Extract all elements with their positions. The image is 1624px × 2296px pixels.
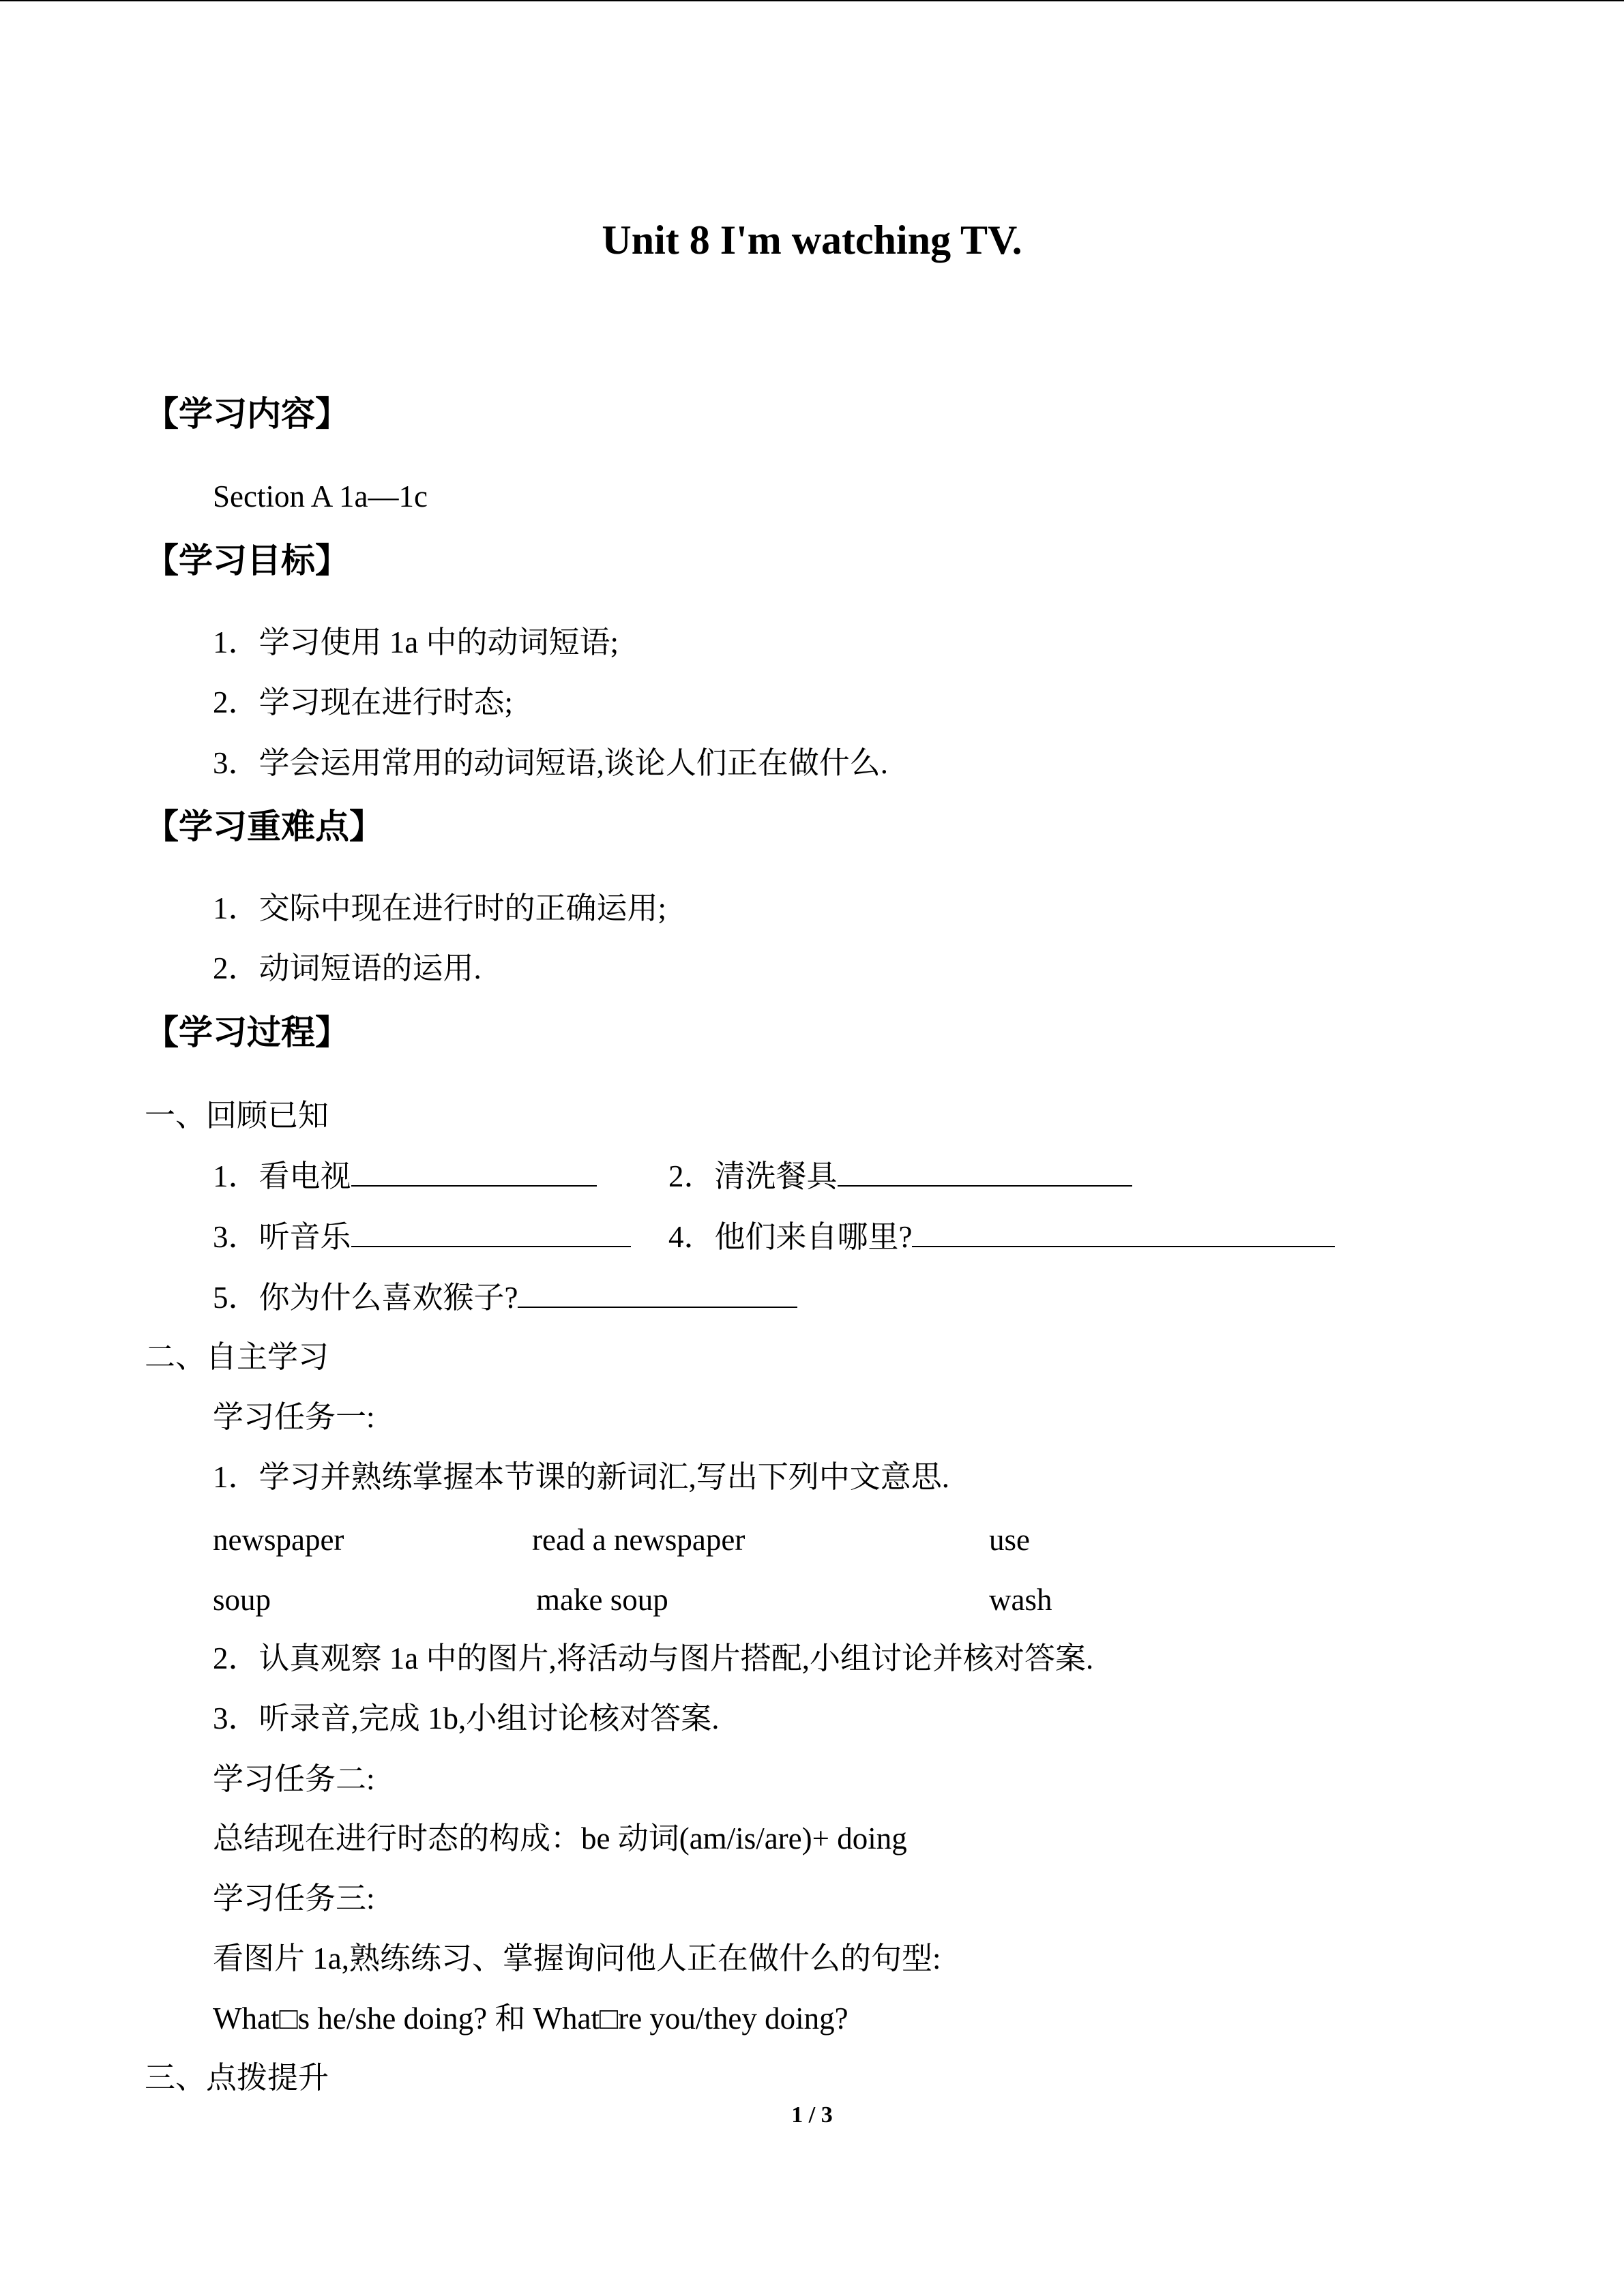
goal-item-1: 1．学习使用 1a 中的动词短语;	[213, 625, 619, 659]
review-q4	[668, 1216, 1335, 1257]
review-q5-blank[interactable]	[518, 1277, 797, 1308]
vocab-word: newspaper	[213, 1523, 344, 1557]
review-q3-text: 3．听音乐	[213, 1220, 351, 1254]
vocab-word: read a newspaper	[532, 1523, 745, 1557]
review-q1-text: 1．看电视	[213, 1159, 351, 1193]
review-q2-blank[interactable]	[838, 1155, 1132, 1187]
task3-pattern: What□s he/she doing? 和 What□re you/they doing?	[213, 2001, 848, 2036]
key-point-2: 2．动词短语的运用.	[213, 951, 482, 985]
review-q2-text: 2．清洗餐具	[668, 1159, 838, 1193]
review-q4-blank[interactable]	[912, 1216, 1335, 1247]
content-text: Section A 1a—1c	[213, 479, 428, 513]
review-q3-blank[interactable]	[351, 1216, 631, 1247]
vocab-word: wash	[989, 1583, 1052, 1617]
heading-key-points: 【学习重难点】	[145, 807, 383, 846]
task3-text: 看图片 1a,熟练练习、掌握询问他人正在做什么的句型:	[213, 1941, 941, 1976]
review-q1-blank[interactable]	[351, 1155, 597, 1187]
vocab-word: use	[989, 1523, 1030, 1557]
document-title: Unit 8 I'm watching TV.	[602, 218, 1022, 263]
task2-label: 学习任务二:	[213, 1762, 375, 1796]
review-q1	[213, 1155, 597, 1197]
review-q5-text: 5．你为什么喜欢猴子?	[213, 1281, 518, 1315]
goal-item-3: 3．学会运用常用的动词短语,谈论人们正在做什么.	[213, 746, 889, 780]
task2-text: 总结现在进行时态的构成：be 动词(am/is/are)+ doing	[213, 1821, 907, 1855]
heading-goals: 【学习目标】	[145, 541, 349, 580]
task1-item-2: 2．认真观察 1a 中的图片,将活动与图片搭配,小组讨论并核对答案.	[213, 1641, 1094, 1675]
vocab-word: make soup	[536, 1583, 668, 1617]
task1-item-1: 1．学习并熟练掌握本节课的新词汇,写出下列中文意思.	[213, 1460, 950, 1494]
heading-process: 【学习过程】	[145, 1013, 349, 1052]
vocab-word: soup	[213, 1583, 271, 1617]
task3-label: 学习任务三:	[213, 1881, 375, 1915]
key-point-1: 1．交际中现在进行时的正确运用;	[213, 891, 667, 925]
goal-item-2: 2．学习现在进行时态;	[213, 685, 514, 719]
review-q5	[213, 1277, 797, 1318]
task1-label: 学习任务一:	[213, 1400, 375, 1434]
self-study-label: 二、自主学习	[145, 1340, 329, 1374]
heading-content: 【学习内容】	[145, 394, 349, 434]
page-number: 1 / 3	[791, 2102, 833, 2128]
task1-item-3: 3．听录音,完成 1b,小组讨论核对答案.	[213, 1701, 720, 1735]
review-q2	[668, 1155, 1132, 1197]
review-q3	[213, 1216, 631, 1257]
improve-label: 三、点拨提升	[145, 2061, 329, 2095]
review-label: 一、回顾已知	[145, 1099, 329, 1133]
review-q4-text: 4．他们来自哪里?	[668, 1220, 913, 1254]
